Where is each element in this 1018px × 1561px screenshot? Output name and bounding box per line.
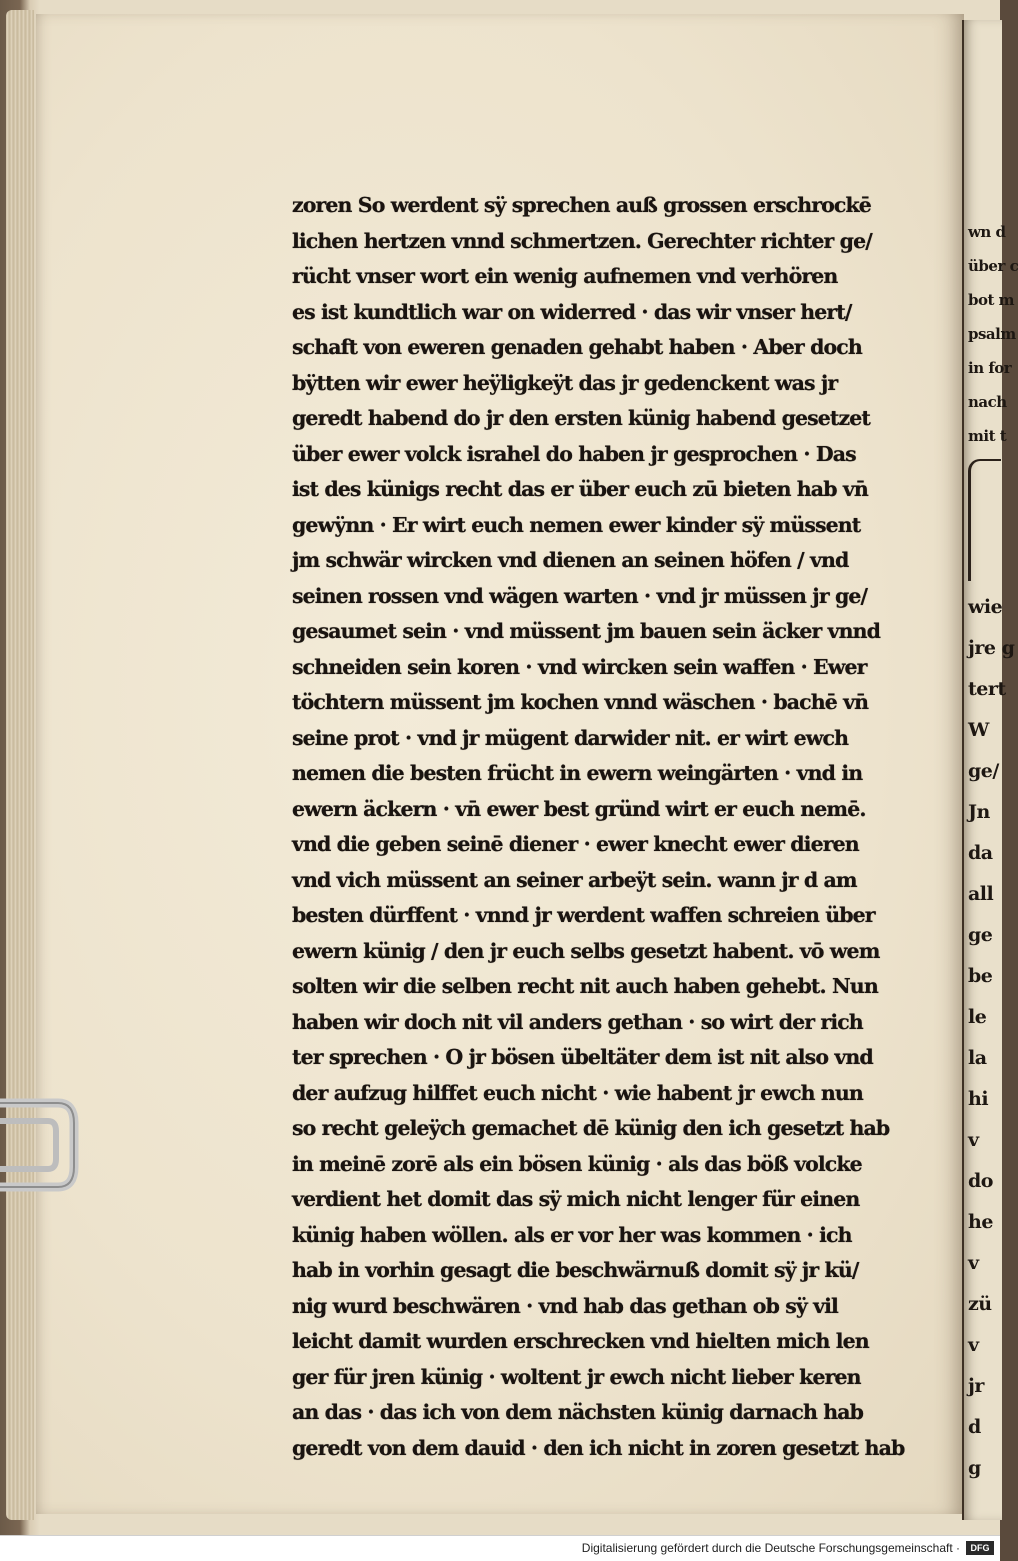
- facing-page-line: jre g: [968, 637, 1015, 659]
- text-line: verdient het domit das sÿ mich nicht lenger für einen: [292, 1187, 860, 1211]
- facing-page-line: über c: [968, 257, 1018, 275]
- facing-page-fragments-top: [968, 215, 1018, 453]
- text-line: so recht geleÿch gemachet dē künig den ich gesetzt hab: [292, 1116, 890, 1140]
- facing-page-line: nach: [968, 393, 1007, 411]
- facing-page-line: wie: [968, 596, 1003, 618]
- facing-page-line: la: [968, 1047, 987, 1069]
- dfg-logo: DFG: [966, 1541, 994, 1555]
- text-line: ewern äckern · vn̄ ewer best gründ wirt er euch nemē.: [292, 796, 866, 821]
- text-line: an das · das ich von dem nächsten künig darnach hab: [292, 1400, 864, 1424]
- facing-page-line: in for: [968, 359, 1012, 377]
- facing-page-line: be: [968, 965, 993, 987]
- text-line: nemen die besten frücht in ewern weingärten · vnd in: [292, 761, 863, 785]
- text-line: haben wir doch nit vil anders gethan · so wirt der rich: [292, 1009, 863, 1034]
- facing-page-line: le: [968, 1006, 987, 1028]
- facing-page-line: psalm: [968, 325, 1016, 343]
- text-line: nig wurd beschwären · vnd hab das gethan ob sÿ vil: [292, 1293, 838, 1318]
- facing-page-line: bot m: [968, 291, 1015, 309]
- facing-page-line: g: [968, 1457, 981, 1479]
- facing-page-line: v: [968, 1334, 979, 1356]
- page-text: [292, 188, 920, 1466]
- text-line: in meinē zorē als ein bösen künig · als das böß volcke: [292, 1151, 862, 1176]
- text-line: der aufzug hilffet euch nicht · wie habent jr ewch nun: [292, 1080, 863, 1105]
- facing-page-line: d: [968, 1416, 981, 1438]
- paper-clip-icon: [0, 1095, 80, 1195]
- text-line: seinen rossen vnd wägen warten · vnd jr müssen jr ge/: [292, 583, 868, 608]
- facing-page: [962, 20, 1018, 1520]
- facing-page-line: wn d: [968, 223, 1006, 241]
- text-line: bÿtten wir ewer heÿligkeÿt das jr gedenckent was jr: [292, 370, 838, 395]
- text-line: künig haben wöllen. als er vor her was kommen · ich: [292, 1222, 852, 1247]
- text-line: besten dürffent · vnnd jr werdent waffen schreien über: [292, 903, 875, 927]
- text-line: gesaumet sein · vnd müssent jm bauen sein äcker vnnd: [292, 619, 881, 643]
- facing-page-line: ge: [968, 924, 993, 946]
- footer-bar: [0, 1535, 1000, 1561]
- text-line: ist des künigs recht das er über euch zū bieten hab vn̄: [292, 477, 868, 501]
- facing-page-line: W: [968, 719, 989, 741]
- facing-page-fragments-bottom: [968, 587, 1015, 1489]
- text-line: schaft von eweren genaden gehabt haben · Aber doch: [292, 335, 862, 359]
- facing-page-line: ge/: [968, 760, 999, 782]
- text-line: lichen hertzen vnnd schmertzen. Gerechter richter ge/: [292, 228, 872, 253]
- text-line: ewern künig / den jr euch selbs gesetzt habent. vō wem: [292, 938, 880, 963]
- facing-page-line: jr: [968, 1375, 984, 1397]
- page-edges: [6, 10, 34, 1520]
- text-line: vnd die geben seinē diener · ewer knecht ewer dieren: [292, 832, 859, 856]
- text-line: vnd vich müssent an seiner arbeÿt sein. wann jr d am: [292, 867, 857, 892]
- text-line: seine prot · vnd jr mügent darwider nit. er wirt ewch: [292, 725, 849, 750]
- text-line: zoren So werdent sÿ sprechen auß grossen erschrockē: [292, 193, 871, 217]
- text-line: ger für jren künig · woltent jr ewch nicht lieber keren: [292, 1364, 861, 1389]
- text-line: geredt von dem dauid · den ich nicht in zoren gesetzt hab: [292, 1435, 905, 1460]
- text-line: über ewer volck israhel do haben jr gesprochen · Das: [292, 441, 856, 466]
- text-line: leicht damit wurden erschrecken vnd hielten mich len: [292, 1329, 869, 1353]
- funding-notice: Digitalisierung gefördert durch die Deutsche Forschungsgemeinschaft ·: [581, 1541, 960, 1555]
- text-line: rücht vnser wort ein wenig aufnemen vnd verhören: [292, 264, 838, 288]
- text-line: solten wir die selben recht nit auch haben gehebt. Nun: [292, 974, 878, 998]
- text-line: es ist kundtlich war on widerred · das wir vnser hert/: [292, 299, 852, 324]
- text-line: hab in vorhin gesagt die beschwärnuß domit sÿ jr kü/: [292, 1258, 859, 1282]
- decorated-initial: [968, 459, 1001, 581]
- text-line: gewÿnn · Er wirt euch nemen ewer kinder sÿ müssent: [292, 512, 861, 537]
- facing-page-line: da: [968, 842, 993, 864]
- text-line: ter sprechen · O jr bösen übeltäter dem ist nit also vnd: [292, 1045, 873, 1069]
- facing-page-line: tert: [968, 678, 1006, 700]
- facing-page-line: all: [968, 883, 994, 905]
- facing-page-line: v: [968, 1252, 979, 1274]
- facing-page-line: mit t: [968, 427, 1007, 445]
- facing-page-line: do: [968, 1170, 993, 1192]
- facing-page-line: Jn: [968, 801, 990, 823]
- facing-page-line: he: [968, 1211, 993, 1233]
- text-line: töchtern müssent jm kochen vnnd wäschen · bachē vn̄: [292, 690, 869, 714]
- text-line: jm schwär wircken vnd dienen an seinen höfen / vnd: [292, 548, 849, 572]
- facing-page-line: zü: [968, 1293, 992, 1315]
- text-line: geredt habend do jr den ersten künig habend gesetzet: [292, 406, 870, 430]
- text-line: schneiden sein koren · vnd wircken sein waffen · Ewer: [292, 654, 867, 679]
- facing-page-line: v: [968, 1129, 979, 1151]
- facing-page-line: hi: [968, 1088, 989, 1110]
